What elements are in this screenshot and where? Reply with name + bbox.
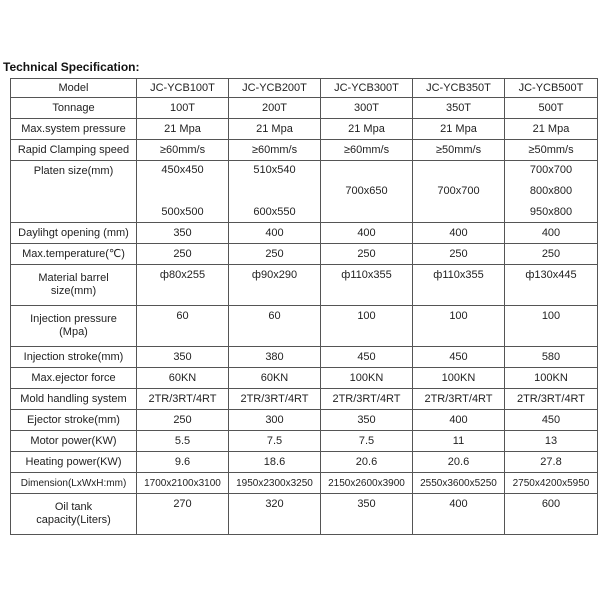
table-cell: ф110x355	[413, 265, 505, 306]
table-cell: 250	[321, 244, 413, 265]
table-cell: 400	[229, 223, 321, 244]
table-row	[11, 473, 598, 494]
row-label	[11, 306, 137, 347]
table-cell: 20.6	[321, 452, 413, 473]
table-cell: 400	[321, 223, 413, 244]
table-cell	[505, 161, 598, 223]
table-cell: 11	[413, 431, 505, 452]
table-cell: 350	[137, 347, 229, 368]
spec-table	[10, 78, 598, 535]
table-cell: ≥50mm/s	[413, 140, 505, 161]
table-cell: 100T	[137, 98, 229, 119]
row-label	[11, 265, 137, 306]
row-label-line: Injection pressure	[30, 313, 117, 325]
table-cell: 2150x2600x3900	[321, 473, 413, 494]
table-cell: 21 Mpa	[229, 119, 321, 140]
table-cell: 600	[505, 494, 598, 535]
table-cell: 380	[229, 347, 321, 368]
platen-value: 510x540	[253, 164, 296, 176]
table-cell: 250	[137, 410, 229, 431]
row-label: Mold handling system	[11, 389, 137, 410]
table-cell: ф80x255	[137, 265, 229, 306]
table-cell: 18.6	[229, 452, 321, 473]
table-cell: 5.5	[137, 431, 229, 452]
row-label-line: capacity(Liters)	[36, 514, 111, 526]
table-cell: 100	[505, 306, 598, 347]
row-label-line: size(mm)	[50, 285, 97, 297]
table-row	[11, 223, 598, 244]
row-label: Ejector stroke(mm)	[11, 410, 137, 431]
table-cell: 400	[505, 223, 598, 244]
platen-value: 700x700	[529, 164, 573, 176]
table-cell: 1950x2300x3250	[229, 473, 321, 494]
table-cell: 400	[413, 494, 505, 535]
table-cell: 60KN	[229, 368, 321, 389]
table-header-row	[11, 79, 598, 98]
table-cell: 100KN	[321, 368, 413, 389]
row-label-line: (Mpa)	[59, 326, 88, 338]
row-label: Dimension(LxWxH:mm)	[11, 473, 137, 494]
table-cell: 300T	[321, 98, 413, 119]
table-cell: ф110x355	[321, 265, 413, 306]
table-row-platen	[11, 161, 598, 223]
table-row	[11, 347, 598, 368]
platen-value: 600x550	[253, 206, 296, 218]
table-cell: 21 Mpa	[137, 119, 229, 140]
table-cell: 100	[413, 306, 505, 347]
table-cell: 7.5	[321, 431, 413, 452]
table-cell: 21 Mpa	[505, 119, 598, 140]
table-row	[11, 140, 598, 161]
table-cell: 7.5	[229, 431, 321, 452]
table-row	[11, 431, 598, 452]
table-cell: 9.6	[137, 452, 229, 473]
table-cell: 2TR/3RT/4RT	[505, 389, 598, 410]
table-row	[11, 244, 598, 265]
platen-value: 500x500	[161, 206, 204, 218]
table-cell: 500T	[505, 98, 598, 119]
header-model: Model	[11, 79, 137, 98]
header-model-500t: JC-YCB500T	[505, 79, 598, 98]
table-cell: 100KN	[413, 368, 505, 389]
table-row	[11, 265, 598, 306]
table-cell: 100	[321, 306, 413, 347]
platen-value: 950x800	[529, 206, 573, 218]
row-label: Rapid Clamping speed	[11, 140, 137, 161]
table-cell: 2TR/3RT/4RT	[413, 389, 505, 410]
table-row	[11, 368, 598, 389]
table-row	[11, 494, 598, 535]
table-cell: 21 Mpa	[321, 119, 413, 140]
table-cell: ≥60mm/s	[229, 140, 321, 161]
platen-value: 800x800	[529, 185, 573, 197]
table-cell: ф90x290	[229, 265, 321, 306]
row-label: Heating power(KW)	[11, 452, 137, 473]
table-cell: 450	[413, 347, 505, 368]
table-cell: 60	[137, 306, 229, 347]
table-cell: 2TR/3RT/4RT	[321, 389, 413, 410]
row-label-line: Material barrel	[38, 272, 109, 284]
table-cell	[229, 161, 321, 223]
header-model-200t: JC-YCB200T	[229, 79, 321, 98]
table-cell: 1700x2100x3100	[137, 473, 229, 494]
header-model-100t: JC-YCB100T	[137, 79, 229, 98]
table-cell: 20.6	[413, 452, 505, 473]
table-cell: 400	[413, 223, 505, 244]
section-title: Technical Specification:	[3, 60, 140, 74]
row-label: Max.system pressure	[11, 119, 137, 140]
table-cell: 700x700	[413, 161, 505, 223]
table-cell: 250	[505, 244, 598, 265]
table-cell: 700x650	[321, 161, 413, 223]
header-model-350t: JC-YCB350T	[413, 79, 505, 98]
platen-value: 450x450	[161, 164, 204, 176]
row-label	[11, 494, 137, 535]
row-label: Max.ejector force	[11, 368, 137, 389]
table-cell: 450	[505, 410, 598, 431]
table-row	[11, 306, 598, 347]
row-label-line: Oil tank	[54, 501, 93, 513]
row-label: Tonnage	[11, 98, 137, 119]
table-cell: 60KN	[137, 368, 229, 389]
table-cell: 100KN	[505, 368, 598, 389]
table-row	[11, 98, 598, 119]
table-row	[11, 452, 598, 473]
table-cell: 400	[413, 410, 505, 431]
table-cell: 350T	[413, 98, 505, 119]
table-cell: 580	[505, 347, 598, 368]
table-cell: 300	[229, 410, 321, 431]
row-label: Injection stroke(mm)	[11, 347, 137, 368]
row-label: Daylihgt opening (mm)	[11, 223, 137, 244]
table-cell: 2550x3600x5250	[413, 473, 505, 494]
table-cell: ≥60mm/s	[321, 140, 413, 161]
table-cell: 320	[229, 494, 321, 535]
table-row	[11, 410, 598, 431]
table-cell: 350	[321, 410, 413, 431]
table-cell: 350	[321, 494, 413, 535]
table-cell: 250	[413, 244, 505, 265]
table-cell: 450	[321, 347, 413, 368]
table-cell	[137, 161, 229, 223]
table-row	[11, 389, 598, 410]
row-label: Motor power(KW)	[11, 431, 137, 452]
table-cell: 21 Mpa	[413, 119, 505, 140]
table-cell: 250	[137, 244, 229, 265]
table-cell: 200T	[229, 98, 321, 119]
table-row	[11, 119, 598, 140]
row-label: Max.temperature(℃)	[11, 244, 137, 265]
table-cell: 60	[229, 306, 321, 347]
table-cell: 27.8	[505, 452, 598, 473]
table-cell: 2TR/3RT/4RT	[137, 389, 229, 410]
table-cell: 2TR/3RT/4RT	[229, 389, 321, 410]
header-model-300t: JC-YCB300T	[321, 79, 413, 98]
table-cell: 350	[137, 223, 229, 244]
table-cell: ≥50mm/s	[505, 140, 598, 161]
table-cell: 13	[505, 431, 598, 452]
table-cell: 250	[229, 244, 321, 265]
row-label: Platen size(mm)	[11, 161, 137, 223]
table-cell: ≥60mm/s	[137, 140, 229, 161]
table-cell: 270	[137, 494, 229, 535]
table-cell: 2750x4200x5950	[505, 473, 598, 494]
table-cell: ф130x445	[505, 265, 598, 306]
